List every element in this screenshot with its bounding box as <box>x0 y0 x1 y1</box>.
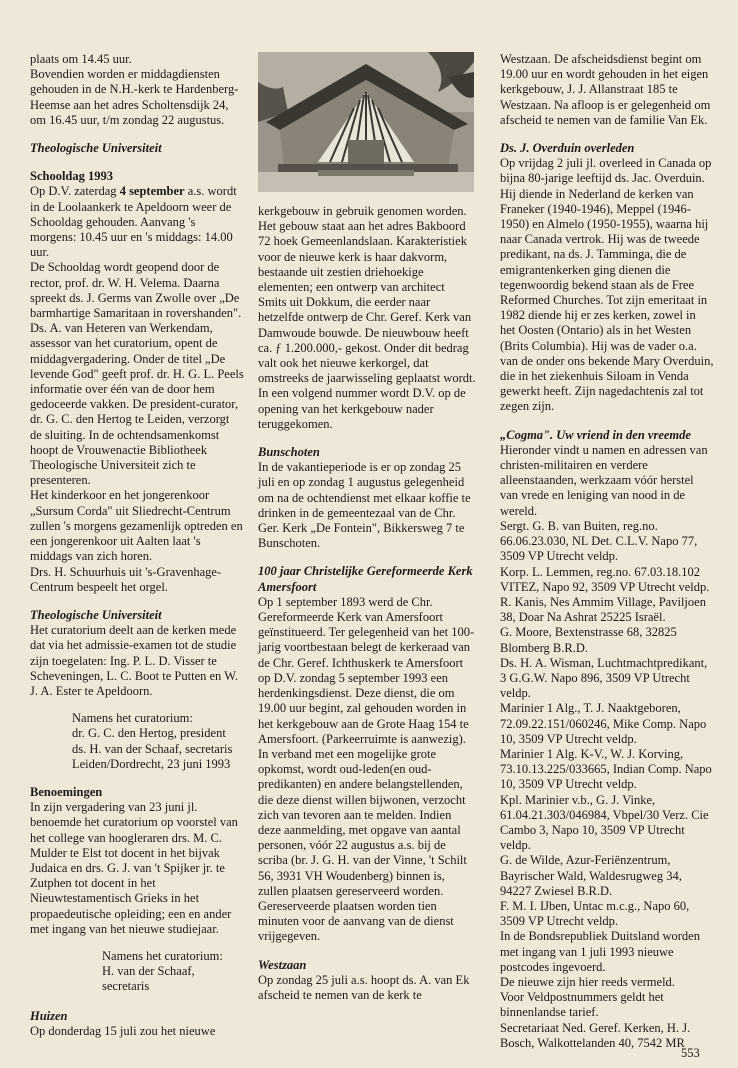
column-right <box>500 52 714 1051</box>
paragraph-schooldag <box>30 184 244 260</box>
church-photo <box>258 52 474 192</box>
paragraph-aanmelding: In verband met een mogelijke grote opkomst, wordt oud-leden(en oud-predikanten) en andere belangstellenden, die deze dienst willen bijwonen, verzocht zich van tevoren aan te melden. Indien deze aanmelding, met opgave van aantal personen, vóór 22 augustus a.s. bij de scriba (br. J. G. H. van der Vinne, 't Schilt 56, 3931 VH Woudenberg) binnen is, zullen plaatsen gereserveerd worden. Gereserveerde plaatsen worden tien minuten voor de aanvang van de dienst vrijgegeven. <box>258 746 467 944</box>
paragraph-huizen: Op donderdag 15 juli zou het nieuwe <box>30 1023 216 1038</box>
address-list <box>500 519 714 929</box>
paragraph-opening: De Schooldag wordt geopend door de rector, prof. dr. W. H. Velema. Daarna spreekt ds. J. Germs van Zwolle over „De barmhartige Samaritaan in rovershanden". <box>30 260 242 321</box>
paragraph-vermeld: De nieuwe zijn hier reeds vermeld. <box>500 974 675 989</box>
list-item: Marinier 1 Alg. K-V., W. J. Korving, 73.10.13.225/033665, Indian Comp. Napo 10, 3509 VP Utrecht veldp. <box>500 746 712 792</box>
intro-text: plaats om 14.45 uur. Bovendien worden er middagdiensten gehouden in de N.H.-kerk te Hardenberg-Heemse aan het adres Scholtensdijk 24, om 16.45 uur, t/m zondag 22 augustus. <box>30 52 239 127</box>
paragraph-overduin: Op vrijdag 2 juli jl. overleed in Canada op bijna 80-jarige leeftijd ds. Jac. Overduin. Hij diende in Nederland de kerken van Franeker (1940-1946), Meppel (1946-1950) en Almelo (1950-1955), waarna hij naar Canada vertrok. Hij was de tweede predikant, na ds. J. Tamminga, die de emigrantenkerken ging dienen die tegenwoordig bekend staan als de Free Reformed Churches. Tot zijn emeritaat in 1982 diende hij er zes kerken, zowel in het Oosten (Ontario) als in het Westen (Brits Columbia). Hij was de vader o.a. van de onder ons bekende Mary Overduin, die in het ziekenhuis Siloam in Venda gewerkt heeft. Zijn nagedachtenis zal tot zegen zijn. <box>500 156 714 414</box>
paragraph-orgel: Drs. H. Schuurhuis uit 's-Gravenhage-Centrum bespeelt het orgel. <box>30 564 222 594</box>
schooldag-date: 4 september <box>119 184 185 199</box>
signature-curatorium-2: Namens het curatorium: H. van der Schaaf, secretaris <box>102 948 223 994</box>
heading-benoemingen: Benoemingen <box>30 784 103 799</box>
heading-huizen: Huizen <box>30 1008 68 1023</box>
heading-theologische-universiteit: Theologische Universiteit <box>30 141 162 156</box>
list-item: Sergt. G. B. van Buiten, reg.no. 66.06.23.030, NL Det. C.L.V. Napo 77, 3509 VP Utrecht veldp. <box>500 518 698 564</box>
list-item: Kpl. Marinier v.b., G. J. Vinke, 61.04.21.303/046984, Vbpel/30 Verz. Cie Cambo 3, Napo 10, 3509 VP Utrecht veldp. <box>500 792 709 853</box>
paragraph-secretariaat: Secretariaat Ned. Geref. Kerken, H. J. Bosch, Walkottelanden 40, 7542 MR <box>500 1020 691 1050</box>
heading-bunschoten: Bunschoten <box>258 445 320 460</box>
signature-curatorium: Namens het curatorium: dr. G. C. den Hertog, president ds. H. van der Schaaf, secretaris Leiden/Dordrecht, 23 juni 1993 <box>72 711 233 771</box>
column-left <box>30 52 244 1039</box>
heading-100-jaar: 100 jaar Christelijke Gereformeerde Kerk Amersfoort <box>258 564 473 594</box>
paragraph-cogma-intro: Hieronder vindt u namen en adressen van christen-militairen en verdere alleenstaanden, werkzaam vóór herstel van vrede en leniging van nood in de wereld. <box>500 442 708 518</box>
paragraph-afscheid: Westzaan. De afscheidsdienst begint om 19.00 uur en wordt gehouden in het eigen kerkgebouw, J. J. Allanstraat 185 te Westzaan. Na afloop is er gelegenheid om afscheid te nemen van de familie Van Ek. <box>500 52 711 127</box>
heading-cogma: „Cogma". Uw vriend in den vreemde <box>500 427 691 442</box>
list-item: G. de Wilde, Azur-Feriënzentrum, Bayrischer Wald, Waldesrugweg 34, 94227 Zwiesel B.R.D. <box>500 853 682 898</box>
schooldag-text-a: Op D.V. zaterdag <box>30 184 120 199</box>
paragraph-middag: Ds. A. van Heteren van Werkendam, assessor van het curatorium, opent de middagvergadering. Onder de titel „De levende God" geeft prof. dr. H. G. L. Peels informatie over één van de door hem gedoceerde vakken. De president-curator, dr. G. C. den Hertog te Leiden, verzorgt de sluiting. In de ochtendsamenkomst hoopt de Vrouwenactie Bibliotheek Theologische Universiteit zich te presenteren. <box>30 321 244 488</box>
heading-westzaan: Westzaan <box>258 957 307 972</box>
heading-schooldag: Schooldag 1993 <box>30 169 114 184</box>
paragraph-opening-later: In een volgend nummer wordt D.V. op de opening van het kerkgebouw nader teruggekomen. <box>258 386 466 431</box>
heading-overduin: Ds. J. Overduin overleden <box>500 141 635 156</box>
list-item: G. Moore, Bextenstrasse 68, 32825 Blomberg B.R.D. <box>500 625 677 655</box>
page-number: 553 <box>681 1046 700 1060</box>
list-item: Korp. L. Lemmen, reg.no. 67.03.18.102 VITEZ, Napo 92, 3509 VP Utrecht veldp. <box>500 564 710 594</box>
paragraph-westzaan: Op zondag 25 juli a.s. hoopt ds. A. van Ek afscheid te nemen van de kerk te <box>258 972 470 1002</box>
paragraph-kerkgebouw: kerkgebouw in gebruik genomen worden. Het gebouw staat aan het adres Bakboord 72 hoek Gemeenlandslaan. Karakteristiek voor de nieuwe kerk is haar dakvorm, bestaande uit zestien driehoekige elementen; een ontwerp van architect Smits uit Dokkum, die eerder naar hetzelfde ontwerp de Chr. Geref. Kerk van Damwoude bouwde. De nieuwbouw heeft ca. ƒ 1.200.000,- gekost. Onder dit bedrag valt ook het nieuwe kerkorgel, dat omstreeks de jaarwisseling geplaatst wordt. <box>258 204 476 386</box>
list-item: F. M. I. IJben, Untac m.c.g., Napo 60, 3509 VP Utrecht veldp. <box>500 898 690 929</box>
paragraph-bunschoten: In de vakantieperiode is er op zondag 25 juli en op zondag 1 augustus gelegenheid om na de ochtendienst met elkaar koffie te drinken in de gemeentezaal van de Chr. Ger. Kerk „De Fontein", Bikkersweg 7 te Bunschoten. <box>258 460 471 551</box>
paragraph-tarief: Voor Veldpostnummers geldt het binnenlandse tarief. <box>500 990 664 1020</box>
list-item: Marinier 1 Alg., T. J. Naaktgeboren, 72.09.22.151/060246, Mike Comp. Napo 10, 3509 VP Utrecht veldp. <box>500 701 707 746</box>
list-item: Ds. H. A. Wisman, Luchtmachtpredikant, 3 G.G.W. Napo 896, 3509 VP Utrecht veldp. <box>500 655 708 701</box>
schooldag-text-c: a.s. wordt in de Loolaankerk te Apeldoorn weer de Schooldag gehouden. Aanvang 's morgens: 10.45 uur en 's middags: 14.00 uur. <box>30 184 237 260</box>
paragraph-koren: Het kinderkoor en het jongerenkoor „Sursum Corda" uit Sliedrecht-Centrum zullen 's morgens gezamenlijk optreden en een jongerenkoor uit Aalten laat 's middags van zich horen. <box>30 488 243 564</box>
paragraph-admissie: Het curatorium deelt aan de kerken mede dat via het admissie-examen tot de studie zijn toegelaten: Ing. P. L. D. Visser te Scheveningen, L. C. Boot te Putten en W. J. A. Ester te Apeldoorn. <box>30 623 238 698</box>
paragraph-postcodes: In de Bondsrepubliek Duitsland worden met ingang van 1 juli 1993 nieuwe postcodes ingevoerd. <box>500 929 700 974</box>
heading-theologische-universiteit-2: Theologische Universiteit <box>30 607 162 622</box>
column-middle <box>258 52 476 1003</box>
paragraph-herdenking: Op 1 september 1893 werd de Chr. Gereformeerde Kerk van Amersfoort geïnstitueerd. Ter gelegenheid van het 100-jarig voortbestaan belegt de kerkeraad van de Chr. Geref. Ichthuskerk te Amersfoort op D.V. zondag 5 september 1993 een herdenkingsdienst. Deze dienst, die om 19.00 uur begint, zal gehouden worden in het kerkgebouw aan de Grote Haag 154 te Amersfoort. (Parkeerruimte is aanwezig). <box>258 594 475 746</box>
paragraph-benoemingen: In zijn vergadering van 23 juni jl. benoemde het curatorium op voorstel van het college van hoogleraren drs. M. C. Mulder te Elst tot docent in het bijvak Judaica en drs. G. J. van 't Spijker jr. te Zutphen tot docent in het Nieuwtestamentisch Grieks in het propaedeutische opleiding; een en ander met ingang van het nieuwe studiejaar. <box>30 800 238 936</box>
list-item: R. Kanis, Nes Ammim Village, Paviljoen 38, Doar Na Ashrat 25225 Israël. <box>500 594 706 625</box>
